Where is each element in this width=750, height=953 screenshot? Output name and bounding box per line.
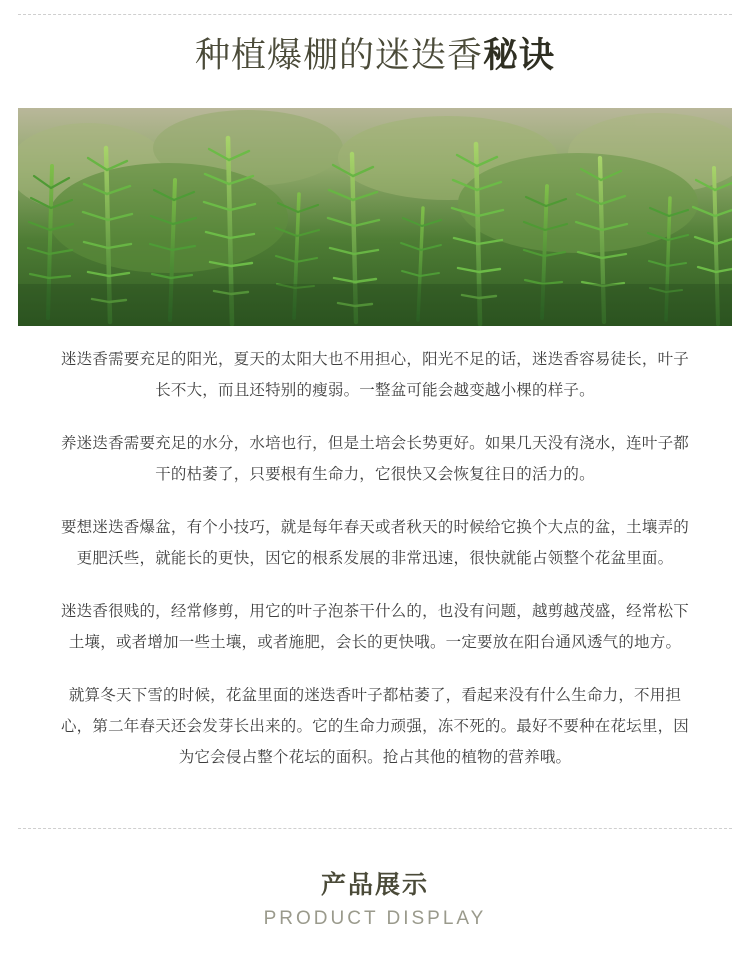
paragraph-2: 养迷迭香需要充足的水分，水培也行，但是土培会长势更好。如果几天没有浇水，连叶子都干的枯萎了，只要根有生命力，它很快又会恢复往日的活力的。 bbox=[60, 434, 689, 483]
paragraph-3: 要想迷迭香爆盆，有个小技巧，就是每年春天或者秋天的时候给它换个大点的盆，土壤弄的更肥沃些，就能长的更快，因它的根系发展的非常迅速，很快就能占领整个花盆里面。 bbox=[60, 518, 689, 567]
page-title-accent: 秘诀 bbox=[483, 36, 556, 76]
bottom-divider bbox=[18, 828, 732, 829]
page-title bbox=[0, 32, 750, 80]
product-display-section-header bbox=[0, 868, 750, 932]
paragraph-5: 就算冬天下雪的时候，花盆里面的迷迭香叶子都枯萎了，看起来没有什么生命力，不用担心，第二年春天还会发芽长出来的。它的生命力顽强，冻不死的。最好不要种在花坛里，因为它会侵占整个花坛的面积。抢占其他的植物的营养哦。 bbox=[60, 686, 689, 766]
page-title-main: 种植爆棚的迷迭香 bbox=[194, 36, 483, 76]
paragraph-1: 迷迭香需要充足的阳光，夏天的太阳大也不用担心，阳光不足的话，迷迭香容易徒长，叶子长不大，而且还特别的瘦弱。一整盆可能会越变越小棵的样子。 bbox=[60, 350, 689, 399]
rosemary-field-photo-icon bbox=[18, 108, 732, 326]
article-body bbox=[60, 344, 690, 773]
section-title-cn: 产品展示 bbox=[320, 870, 429, 899]
top-divider bbox=[18, 14, 732, 15]
hero-image bbox=[18, 108, 732, 326]
section-title-en: PRODUCT DISPLAY bbox=[263, 908, 487, 929]
paragraph-4: 迷迭香很贱的，经常修剪，用它的叶子泡茶干什么的，也没有问题，越剪越茂盛，经常松下土壤，或者增加一些土壤，或者施肥，会长的更快哦。一定要放在阳台通风透气的地方。 bbox=[60, 602, 689, 651]
